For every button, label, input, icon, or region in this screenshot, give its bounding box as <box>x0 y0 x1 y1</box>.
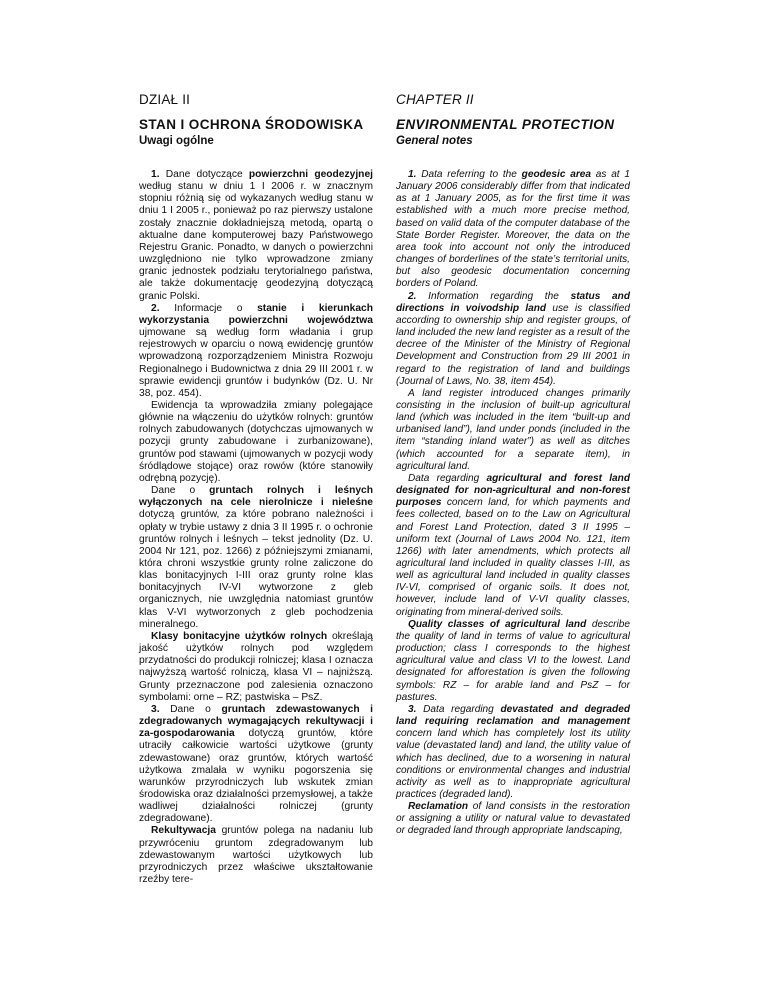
paragraph <box>396 291 630 388</box>
paragraph <box>139 303 373 400</box>
text-run: A land register introduced changes primarily consisting in the inclusion of built-up agricultural land (which was included in the item “built-up and urbanised land”), land under ponds (included in the item “standing inland water”) as well as ditches (which accounted for a separate item), in agricultural land. <box>396 387 630 472</box>
bold-term: Klasy bonitacyjne użytków rolnych <box>151 630 328 642</box>
text-run: Data referring to the <box>421 169 522 180</box>
text-run: dotyczą gruntów, które utraciły całkowicie wartości użytkowe (grunty zdewastowane) oraz gruntów, których wartość użytkowa zmalała w wyniku pogorszenia się warunków przyrodniczych lub wskutek zmian środowiska oraz działalności przemysłowej, a także wadliwej działalności rolniczej (grunty zdegradowane). <box>139 728 373 825</box>
text-run: use is classified according to ownership ship and register groups, of land included the new land register as a result of the decree of the Minister of the Ministry of Regional Development and Construction from 29 III 2001 in regard to the registration of land and buildings (Journal of Laws, No. 38, item 454). <box>396 302 630 387</box>
bold-term: devastated and degraded land requiring reclamation and management <box>396 703 630 728</box>
body-text-en <box>396 169 630 838</box>
chapter-label-en: CHAPTER II <box>396 92 474 107</box>
bold-term: Rekultywacja <box>151 825 216 837</box>
body-text-pl <box>139 169 373 886</box>
bold-term: 1. <box>408 169 422 180</box>
bold-term: 2. <box>151 302 175 314</box>
chapter-label-pl: DZIAŁ II <box>139 92 191 107</box>
paragraph <box>396 619 630 704</box>
bold-term: 3. <box>151 703 171 715</box>
section-title-pl: STAN I OCHRONA ŚRODOWISKA <box>139 117 364 132</box>
bold-term: Reclamation <box>408 801 469 813</box>
paragraph <box>396 473 630 619</box>
text-run: describe the quality of land in terms of value to agricultural production; class I corresponds to the highest agricultural value and class VI to the lowest. Land designated for afforestation is given the following symbols: RZ – for arable land and PsZ – for pastures. <box>396 618 630 703</box>
paragraph <box>396 704 630 801</box>
paragraph <box>139 400 373 485</box>
bold-term: status and directions in voivodship land <box>396 290 630 314</box>
section-title-en: ENVIRONMENTAL PROTECTION <box>396 117 615 132</box>
text-run: Information regarding the <box>428 290 571 302</box>
text-run: concern land which has completely lost its utility value (devastated land) and land, the utility value of which has declined, due to a worsening in natural conditions or environmental changes and industrial activity as well as to inappropriate agricultural practices (degraded land). <box>396 728 630 800</box>
bold-term: stanie i kierunkach wykorzystania powierzchni województwa <box>139 302 374 326</box>
text-run: concern land, for which payments and fees collected, based on to the Law on Agricultural and Forest Land Protection, dated 3 II 1995 – uniform text (Journal of Laws 2004 No. 121, item 1266) with later amendments, which protects all agricultural land included in quality classes I-III, as well as agricultural land included in quality classes IV-VI, comprised of organic soils. It does not, however, include land of V-VI quality classes, originating from mineral-derived soils. <box>396 497 630 618</box>
text-run: gruntów polega na nadaniu lub przywróceniu gruntom zdegradowanym lub zdewastowanym wartości użytkowych lub przyrodniczych przez właściwe ukształtowanie rzeźby tere- <box>139 825 373 886</box>
bold-term: geodesic area <box>521 169 591 180</box>
polish-column <box>139 92 373 886</box>
paragraph <box>139 485 373 631</box>
text-run: dotyczą gruntów, za które pobrano należności i opłaty w trybie ustawy z dnia 3 II 1995 r. o ochronie gruntów rolnych i leśnych – tekst jednolity (Dz. U. 2004 Nr 121, poz. 1266) z późniejszymi zmianami, która chroni wszystkie grunty rolne zaliczone do klas bonitacyjnych I-III oraz grunty rolne klas bonitacyjnych IV-VI wytworzone z gleb organicznych, nie uwzględnia natomiast gruntów klas V-VI wytworzonych z gleb pochodzenia mineralnego. <box>139 509 373 630</box>
text-run: Data regarding <box>423 703 501 715</box>
bold-term: agricultural and forest land designated for non-agricultural and non-forest purposes <box>396 472 630 509</box>
text-run: według stanu w dniu 1 I 2006 r. w znacznym stopniu różnią się od wykazanych według stanu w dniu 1 I 2005 r., ponieważ po raz pierwszy ustalone zostały znacznie dokładniejszą metodą, opartą o aktualne dane komputerowej bazy Państwowego Rejestru Granic. Ponadto, w danych o powierzchni uwzględniono nie tylko wprowadzone zmiany granic jednostek podziału terytorialnego państwa, ale także dokumentację geodezyjną dotyczącą granic Polski. <box>139 181 373 302</box>
text-run: Informacje o <box>174 302 258 314</box>
paragraph <box>139 825 373 886</box>
section-subtitle-en: General notes <box>396 135 473 147</box>
bold-term: gruntach rolnych i leśnych wyłączonych na cele nierolnicze i nieleśne <box>139 485 373 509</box>
text-run: Dane o <box>151 485 210 497</box>
paragraph <box>139 169 373 303</box>
paragraph <box>139 704 373 826</box>
paragraph <box>396 388 630 473</box>
text-run: of land consists in the restoration or assigning a utility or natural value to devastated or degraded land through appropriate landscaping, <box>396 801 630 837</box>
bold-term: Quality classes of agricultural land <box>408 618 587 630</box>
text-run: ujmowane są według form władania i grup rejestrowych w oparciu o nową ewidencję gruntów wprowadzoną rozporządzeniem Ministra Rozwoju Regionalnego i Budownictwa z dnia 29 III 2001 r. w sprawie ewidencji gruntów i budynków (Dz. U. Nr 38, poz. 454). <box>139 327 373 399</box>
text-run: Ewidencja ta wprowadziła zmiany polegające głównie na włączeniu do użytków rolnych: gruntów rolnych zabudowanych (dotychczas ujmowanych w pozycji grunty zabudowane i zurbanizowane), gruntów pod stawami (ujmowanych w pozycji wody śródlądowe stojące) oraz rowów (które stanowiły odrębną pozycję). <box>139 399 373 484</box>
text-run: Dane dotyczące <box>165 169 249 180</box>
bold-term: gruntach zdewastowanych i zdegradowanych wymagających rekultywacji i za-gospodarowania <box>139 703 373 740</box>
paragraph <box>139 631 373 704</box>
text-run: as at 1 January 2006 considerably differ from that indicated as at 1 January 2005, as for the first time it was established with a much more precise method, based on valid data of the computer database of the State Border Register. Moreover, the data on the area took into account not only the introduced changes of borderlines of the state’s territorial units, but also geodesic documentation concerning borders of Poland. <box>396 169 631 290</box>
english-column <box>396 92 630 838</box>
paragraph <box>396 801 630 837</box>
bold-term: 2. <box>408 290 429 302</box>
bold-term: 3. <box>408 703 424 715</box>
section-subtitle-pl: Uwagi ogólne <box>139 135 214 147</box>
bold-term: 1. <box>151 169 166 180</box>
text-run: określają jakość użytków rolnych pod względem przydatności do produkcji rolniczej; klasa I oznacza najwyższą wartość rolniczą, klasa VI – najniższą. Grunty przeznaczone pod zalesienia oznaczono symbolami: orne – RZ; pastwiska – PsZ. <box>139 630 373 703</box>
bold-term: powierzchni geodezyjnej <box>248 169 373 180</box>
text-run: Data regarding <box>408 472 487 484</box>
paragraph <box>396 169 630 291</box>
text-run: Dane o <box>170 703 222 715</box>
